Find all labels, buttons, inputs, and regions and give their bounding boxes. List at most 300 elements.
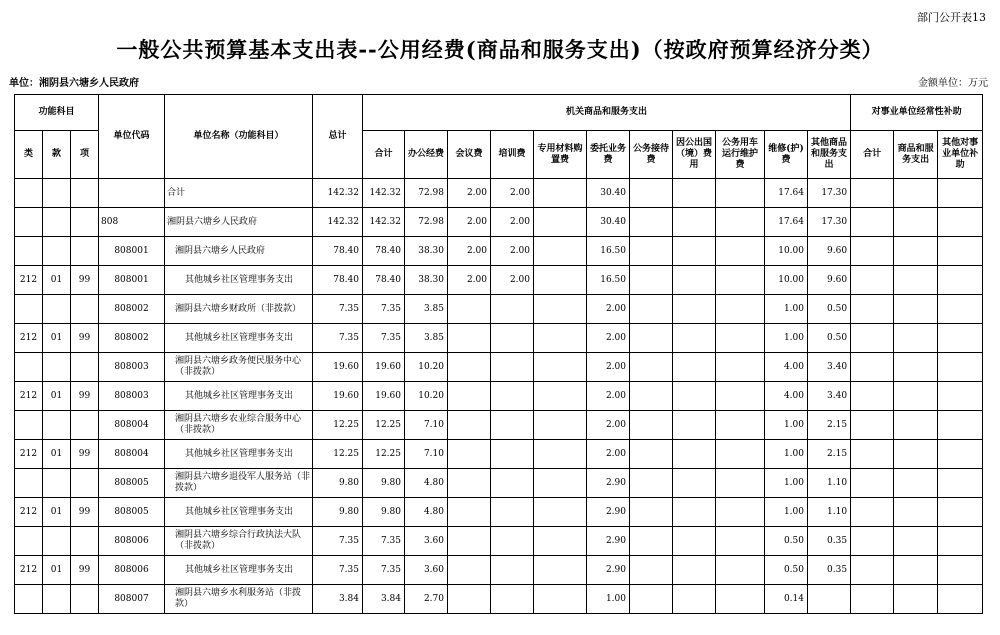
cell-org-value: 0.50 bbox=[808, 324, 851, 353]
header-org-col: 因公出国（境）费用 bbox=[673, 131, 716, 179]
cell-org-value bbox=[448, 556, 491, 585]
cell-org-value bbox=[448, 498, 491, 527]
header-org-col: 会议费 bbox=[448, 131, 491, 179]
cell-org-value bbox=[630, 266, 673, 295]
cell-org-value bbox=[673, 353, 716, 382]
cell-org-value: 2.90 bbox=[587, 556, 630, 585]
cell-unit-code: 808001 bbox=[99, 237, 165, 266]
cell-lei: 212 bbox=[15, 266, 43, 295]
header-org-col: 专用材料购置费 bbox=[534, 131, 587, 179]
cell-unit-code: 808005 bbox=[99, 498, 165, 527]
cell-org-value bbox=[448, 440, 491, 469]
cell-org-value: 7.10 bbox=[405, 440, 448, 469]
cell-kuan bbox=[43, 527, 71, 556]
cell-inst-value bbox=[894, 382, 938, 411]
cell-org-value: 0.50 bbox=[765, 556, 808, 585]
cell-org-value: 2.00 bbox=[587, 382, 630, 411]
cell-org-value: 2.00 bbox=[448, 179, 491, 208]
cell-org-value: 2.00 bbox=[448, 266, 491, 295]
cell-unit-code: 808003 bbox=[99, 382, 165, 411]
cell-org-value: 2.00 bbox=[448, 208, 491, 237]
cell-org-value: 7.35 bbox=[363, 324, 405, 353]
cell-org-value: 3.60 bbox=[405, 527, 448, 556]
cell-xiang bbox=[71, 179, 99, 208]
cell-total: 12.25 bbox=[313, 411, 363, 440]
cell-org-value bbox=[673, 266, 716, 295]
cell-kuan: 01 bbox=[43, 382, 71, 411]
cell-org-value bbox=[673, 324, 716, 353]
cell-org-value bbox=[630, 353, 673, 382]
cell-org-value bbox=[448, 382, 491, 411]
cell-total: 7.35 bbox=[313, 324, 363, 353]
table-row bbox=[15, 324, 983, 353]
cell-org-value: 4.80 bbox=[405, 469, 448, 498]
cell-org-value: 10.20 bbox=[405, 382, 448, 411]
cell-unit-code: 808006 bbox=[99, 527, 165, 556]
cell-lei: 212 bbox=[15, 324, 43, 353]
cell-inst-value bbox=[938, 498, 983, 527]
table-row bbox=[15, 237, 983, 266]
cell-inst-value bbox=[938, 382, 983, 411]
cell-org-value bbox=[534, 411, 587, 440]
cell-org-value: 38.30 bbox=[405, 237, 448, 266]
cell-org-value: 0.50 bbox=[808, 295, 851, 324]
cell-org-value: 9.60 bbox=[808, 237, 851, 266]
cell-inst-value bbox=[938, 353, 983, 382]
cell-xiang: 99 bbox=[71, 556, 99, 585]
cell-org-value: 19.60 bbox=[363, 382, 405, 411]
cell-org-value bbox=[716, 585, 765, 614]
cell-org-value: 30.40 bbox=[587, 179, 630, 208]
cell-org-value bbox=[716, 498, 765, 527]
cell-inst-value bbox=[894, 266, 938, 295]
cell-unit-code: 808004 bbox=[99, 440, 165, 469]
cell-org-value: 3.85 bbox=[405, 295, 448, 324]
cell-org-value bbox=[630, 295, 673, 324]
table-row bbox=[15, 353, 983, 382]
cell-unit-code: 808005 bbox=[99, 469, 165, 498]
header-org-col: 合计 bbox=[363, 131, 405, 179]
cell-org-value bbox=[630, 237, 673, 266]
table-row bbox=[15, 440, 983, 469]
cell-org-value bbox=[716, 266, 765, 295]
table-row bbox=[15, 585, 983, 614]
cell-org-value: 2.00 bbox=[587, 353, 630, 382]
cell-unit-code: 808003 bbox=[99, 353, 165, 382]
cell-inst-value bbox=[938, 440, 983, 469]
cell-unit-code bbox=[99, 179, 165, 208]
header-org-col: 公务接待费 bbox=[630, 131, 673, 179]
cell-org-value: 3.84 bbox=[363, 585, 405, 614]
cell-unit-name: 湘阴县六塘乡人民政府 bbox=[165, 208, 313, 237]
cell-org-value: 2.90 bbox=[587, 498, 630, 527]
cell-lei bbox=[15, 208, 43, 237]
table-row bbox=[15, 179, 983, 208]
table-row bbox=[15, 295, 983, 324]
cell-org-value: 3.40 bbox=[808, 353, 851, 382]
cell-org-value: 4.00 bbox=[765, 382, 808, 411]
cell-total: 7.35 bbox=[313, 556, 363, 585]
cell-org-value bbox=[534, 266, 587, 295]
cell-org-value bbox=[534, 440, 587, 469]
cell-xiang: 99 bbox=[71, 440, 99, 469]
cell-unit-name: 湘阴县六塘乡财政所（非拨款） bbox=[165, 295, 313, 324]
cell-org-value bbox=[448, 295, 491, 324]
cell-kuan bbox=[43, 295, 71, 324]
cell-org-value bbox=[448, 324, 491, 353]
header-lei: 类 bbox=[15, 131, 43, 179]
cell-org-value bbox=[630, 382, 673, 411]
cell-inst-value bbox=[851, 527, 894, 556]
cell-xiang: 99 bbox=[71, 266, 99, 295]
cell-org-value: 0.14 bbox=[765, 585, 808, 614]
table-row bbox=[15, 469, 983, 498]
cell-org-value: 7.35 bbox=[363, 527, 405, 556]
cell-org-value bbox=[534, 353, 587, 382]
cell-org-value bbox=[534, 237, 587, 266]
header-inst-col: 合计 bbox=[851, 131, 894, 179]
cell-org-value bbox=[716, 469, 765, 498]
cell-inst-value bbox=[851, 324, 894, 353]
cell-unit-name: 合计 bbox=[165, 179, 313, 208]
cell-unit-name: 其他城乡社区管理事务支出 bbox=[165, 324, 313, 353]
cell-inst-value bbox=[851, 266, 894, 295]
cell-org-value: 7.35 bbox=[363, 556, 405, 585]
cell-org-value: 1.00 bbox=[765, 498, 808, 527]
cell-lei bbox=[15, 237, 43, 266]
cell-lei: 212 bbox=[15, 498, 43, 527]
cell-xiang bbox=[71, 353, 99, 382]
cell-org-value: 2.00 bbox=[448, 237, 491, 266]
cell-org-value bbox=[630, 411, 673, 440]
cell-org-value: 19.60 bbox=[363, 353, 405, 382]
cell-org-value: 2.00 bbox=[587, 411, 630, 440]
cell-org-value bbox=[673, 440, 716, 469]
cell-org-value bbox=[673, 295, 716, 324]
cell-org-value: 2.00 bbox=[491, 208, 534, 237]
cell-xiang bbox=[71, 585, 99, 614]
cell-org-value bbox=[491, 498, 534, 527]
header-inst-col: 其他对事业单位补助 bbox=[938, 131, 983, 179]
cell-org-value bbox=[716, 237, 765, 266]
header-org-col: 其他商品和服务支出 bbox=[808, 131, 851, 179]
cell-org-value: 4.80 bbox=[405, 498, 448, 527]
cell-org-value: 72.98 bbox=[405, 179, 448, 208]
cell-org-value bbox=[534, 556, 587, 585]
table-row bbox=[15, 266, 983, 295]
cell-inst-value bbox=[938, 411, 983, 440]
cell-kuan bbox=[43, 585, 71, 614]
cell-org-value: 1.00 bbox=[765, 295, 808, 324]
cell-org-value bbox=[716, 527, 765, 556]
cell-total: 9.80 bbox=[313, 498, 363, 527]
cell-unit-code: 808001 bbox=[99, 266, 165, 295]
cell-lei: 212 bbox=[15, 382, 43, 411]
header-org-col: 维修(护)费 bbox=[765, 131, 808, 179]
cell-org-value bbox=[491, 295, 534, 324]
cell-org-value bbox=[716, 556, 765, 585]
cell-unit-name: 湘阴县六塘乡政务便民服务中心（非拨款） bbox=[165, 353, 313, 382]
cell-org-value: 1.00 bbox=[765, 324, 808, 353]
cell-total: 9.80 bbox=[313, 469, 363, 498]
cell-inst-value bbox=[894, 324, 938, 353]
cell-kuan bbox=[43, 208, 71, 237]
cell-org-value bbox=[630, 440, 673, 469]
cell-kuan: 01 bbox=[43, 440, 71, 469]
table-row bbox=[15, 527, 983, 556]
cell-org-value bbox=[630, 498, 673, 527]
cell-org-value bbox=[716, 324, 765, 353]
cell-org-value bbox=[630, 208, 673, 237]
cell-org-value bbox=[673, 382, 716, 411]
cell-unit-code: 808 bbox=[99, 208, 165, 237]
cell-org-value bbox=[630, 556, 673, 585]
cell-inst-value bbox=[938, 556, 983, 585]
cell-xiang bbox=[71, 411, 99, 440]
cell-kuan bbox=[43, 179, 71, 208]
cell-org-value: 2.00 bbox=[587, 295, 630, 324]
cell-org-value: 17.30 bbox=[808, 179, 851, 208]
cell-org-value: 3.40 bbox=[808, 382, 851, 411]
cell-org-value bbox=[630, 179, 673, 208]
header-org-col: 培训费 bbox=[491, 131, 534, 179]
cell-org-value: 2.15 bbox=[808, 411, 851, 440]
cell-unit-code: 808006 bbox=[99, 556, 165, 585]
cell-org-value bbox=[491, 440, 534, 469]
cell-org-value bbox=[716, 440, 765, 469]
cell-org-value bbox=[534, 469, 587, 498]
cell-total: 12.25 bbox=[313, 440, 363, 469]
cell-xiang bbox=[71, 208, 99, 237]
cell-org-value bbox=[491, 556, 534, 585]
cell-lei bbox=[15, 353, 43, 382]
cell-org-value: 10.00 bbox=[765, 266, 808, 295]
cell-org-value: 2.90 bbox=[587, 469, 630, 498]
cell-kuan: 01 bbox=[43, 498, 71, 527]
cell-org-value bbox=[448, 527, 491, 556]
cell-xiang: 99 bbox=[71, 498, 99, 527]
cell-org-value bbox=[673, 527, 716, 556]
table-row bbox=[15, 208, 983, 237]
cell-kuan bbox=[43, 469, 71, 498]
cell-org-value: 17.30 bbox=[808, 208, 851, 237]
cell-org-value bbox=[491, 324, 534, 353]
cell-org-value: 38.30 bbox=[405, 266, 448, 295]
cell-org-value bbox=[716, 295, 765, 324]
cell-org-value bbox=[630, 585, 673, 614]
cell-total: 19.60 bbox=[313, 382, 363, 411]
table-row bbox=[15, 411, 983, 440]
cell-org-value bbox=[716, 382, 765, 411]
cell-inst-value bbox=[894, 440, 938, 469]
cell-inst-value bbox=[851, 179, 894, 208]
table-row bbox=[15, 556, 983, 585]
cell-org-value: 2.15 bbox=[808, 440, 851, 469]
cell-org-value bbox=[534, 179, 587, 208]
cell-org-value bbox=[491, 411, 534, 440]
cell-inst-value bbox=[894, 469, 938, 498]
cell-inst-value bbox=[851, 585, 894, 614]
cell-org-value bbox=[534, 324, 587, 353]
cell-org-value bbox=[673, 469, 716, 498]
cell-inst-value bbox=[851, 295, 894, 324]
cell-org-value bbox=[673, 208, 716, 237]
header-total: 总计 bbox=[313, 95, 363, 179]
money-unit-label: 金额单位：万元 bbox=[918, 78, 988, 89]
cell-org-value: 2.90 bbox=[587, 527, 630, 556]
cell-org-value: 10.20 bbox=[405, 353, 448, 382]
cell-org-value bbox=[448, 469, 491, 498]
cell-inst-value bbox=[894, 237, 938, 266]
cell-org-value bbox=[630, 469, 673, 498]
header-org-col: 委托业务费 bbox=[587, 131, 630, 179]
cell-unit-name: 湘阴县六塘乡退役军人服务站（非拨款） bbox=[165, 469, 313, 498]
cell-org-value: 0.35 bbox=[808, 556, 851, 585]
cell-inst-value bbox=[938, 266, 983, 295]
cell-inst-value bbox=[851, 382, 894, 411]
cell-inst-value bbox=[851, 353, 894, 382]
cell-org-value: 10.00 bbox=[765, 237, 808, 266]
cell-org-value: 142.32 bbox=[363, 179, 405, 208]
cell-org-value bbox=[448, 353, 491, 382]
cell-org-value bbox=[491, 353, 534, 382]
cell-inst-value bbox=[894, 208, 938, 237]
cell-kuan: 01 bbox=[43, 556, 71, 585]
cell-org-value: 16.50 bbox=[587, 266, 630, 295]
cell-unit-code: 808007 bbox=[99, 585, 165, 614]
cell-org-value bbox=[673, 498, 716, 527]
cell-unit-code: 808002 bbox=[99, 324, 165, 353]
cell-org-value: 1.00 bbox=[587, 585, 630, 614]
cell-org-value bbox=[716, 353, 765, 382]
cell-org-value bbox=[673, 556, 716, 585]
cell-inst-value bbox=[894, 295, 938, 324]
cell-org-value bbox=[448, 585, 491, 614]
cell-org-value bbox=[491, 585, 534, 614]
cell-inst-value bbox=[938, 208, 983, 237]
cell-org-value: 12.25 bbox=[363, 411, 405, 440]
cell-lei bbox=[15, 411, 43, 440]
cell-org-value bbox=[673, 237, 716, 266]
cell-org-value: 78.40 bbox=[363, 237, 405, 266]
cell-org-value: 1.10 bbox=[808, 469, 851, 498]
cell-unit-name: 其他城乡社区管理事务支出 bbox=[165, 556, 313, 585]
cell-org-value bbox=[673, 585, 716, 614]
cell-org-value bbox=[716, 179, 765, 208]
cell-org-value bbox=[630, 527, 673, 556]
cell-lei bbox=[15, 527, 43, 556]
cell-org-value: 12.25 bbox=[363, 440, 405, 469]
header-kuan: 款 bbox=[43, 131, 71, 179]
cell-org-value: 2.00 bbox=[491, 266, 534, 295]
header-org-group: 机关商品和服务支出 bbox=[363, 95, 851, 131]
cell-inst-value bbox=[938, 527, 983, 556]
cell-total: 142.32 bbox=[313, 179, 363, 208]
cell-kuan: 01 bbox=[43, 266, 71, 295]
cell-inst-value bbox=[938, 324, 983, 353]
cell-org-value: 2.70 bbox=[405, 585, 448, 614]
cell-lei bbox=[15, 469, 43, 498]
cell-inst-value bbox=[894, 353, 938, 382]
cell-org-value: 30.40 bbox=[587, 208, 630, 237]
header-org-col: 公务用车运行维护费 bbox=[716, 131, 765, 179]
cell-unit-name: 其他城乡社区管理事务支出 bbox=[165, 382, 313, 411]
cell-inst-value bbox=[851, 411, 894, 440]
cell-org-value: 2.00 bbox=[491, 179, 534, 208]
table-row bbox=[15, 382, 983, 411]
cell-inst-value bbox=[851, 556, 894, 585]
cell-unit-name: 湘阴县六塘乡农业综合服务中心（非拨款） bbox=[165, 411, 313, 440]
cell-org-value: 4.00 bbox=[765, 353, 808, 382]
cell-org-value: 78.40 bbox=[363, 266, 405, 295]
cell-inst-value bbox=[851, 208, 894, 237]
cell-org-value: 72.98 bbox=[405, 208, 448, 237]
cell-org-value bbox=[808, 585, 851, 614]
cell-xiang bbox=[71, 527, 99, 556]
cell-total: 78.40 bbox=[313, 266, 363, 295]
cell-inst-value bbox=[938, 179, 983, 208]
cell-unit-code: 808004 bbox=[99, 411, 165, 440]
cell-org-value: 16.50 bbox=[587, 237, 630, 266]
header-org-col: 办公经费 bbox=[405, 131, 448, 179]
cell-total: 3.84 bbox=[313, 585, 363, 614]
page-title: 一般公共预算基本支出表--公用经费(商品和服务支出)（按政府预算经济分类） bbox=[116, 37, 884, 62]
cell-unit-name: 湘阴县六塘乡综合行政执法大队（非拨款） bbox=[165, 527, 313, 556]
cell-org-value: 1.00 bbox=[765, 411, 808, 440]
header-unit-name: 单位名称（功能科目） bbox=[165, 95, 313, 179]
cell-unit-name: 其他城乡社区管理事务支出 bbox=[165, 440, 313, 469]
cell-total: 19.60 bbox=[313, 353, 363, 382]
cell-total: 78.40 bbox=[313, 237, 363, 266]
cell-org-value bbox=[673, 411, 716, 440]
cell-unit-name: 其他城乡社区管理事务支出 bbox=[165, 498, 313, 527]
cell-inst-value bbox=[851, 469, 894, 498]
cell-lei: 212 bbox=[15, 556, 43, 585]
cell-org-value bbox=[534, 295, 587, 324]
header-unit-code: 单位代码 bbox=[99, 95, 165, 179]
cell-inst-value bbox=[938, 469, 983, 498]
cell-org-value: 9.60 bbox=[808, 266, 851, 295]
cell-kuan bbox=[43, 411, 71, 440]
header-inst-col: 商品和服务支出 bbox=[894, 131, 938, 179]
cell-total: 7.35 bbox=[313, 527, 363, 556]
cell-xiang bbox=[71, 295, 99, 324]
cell-org-value bbox=[491, 382, 534, 411]
cell-org-value bbox=[448, 411, 491, 440]
cell-inst-value bbox=[938, 585, 983, 614]
cell-org-value bbox=[534, 208, 587, 237]
header-inst-group: 对事业单位经常性补助 bbox=[851, 95, 983, 131]
cell-org-value: 2.00 bbox=[587, 324, 630, 353]
cell-inst-value bbox=[851, 237, 894, 266]
cell-inst-value bbox=[894, 179, 938, 208]
cell-inst-value bbox=[894, 411, 938, 440]
cell-org-value: 0.50 bbox=[765, 527, 808, 556]
cell-unit-name: 其他城乡社区管理事务支出 bbox=[165, 266, 313, 295]
cell-org-value: 7.10 bbox=[405, 411, 448, 440]
cell-org-value bbox=[534, 382, 587, 411]
table-row bbox=[15, 498, 983, 527]
unit-label: 单位：湘阴县六塘乡人民政府 bbox=[9, 78, 139, 89]
cell-org-value bbox=[534, 527, 587, 556]
cell-org-value: 3.60 bbox=[405, 556, 448, 585]
cell-inst-value bbox=[894, 527, 938, 556]
cell-org-value: 1.00 bbox=[765, 469, 808, 498]
cell-org-value: 1.00 bbox=[765, 440, 808, 469]
cell-org-value: 142.32 bbox=[363, 208, 405, 237]
cell-lei: 212 bbox=[15, 440, 43, 469]
cell-org-value: 0.35 bbox=[808, 527, 851, 556]
